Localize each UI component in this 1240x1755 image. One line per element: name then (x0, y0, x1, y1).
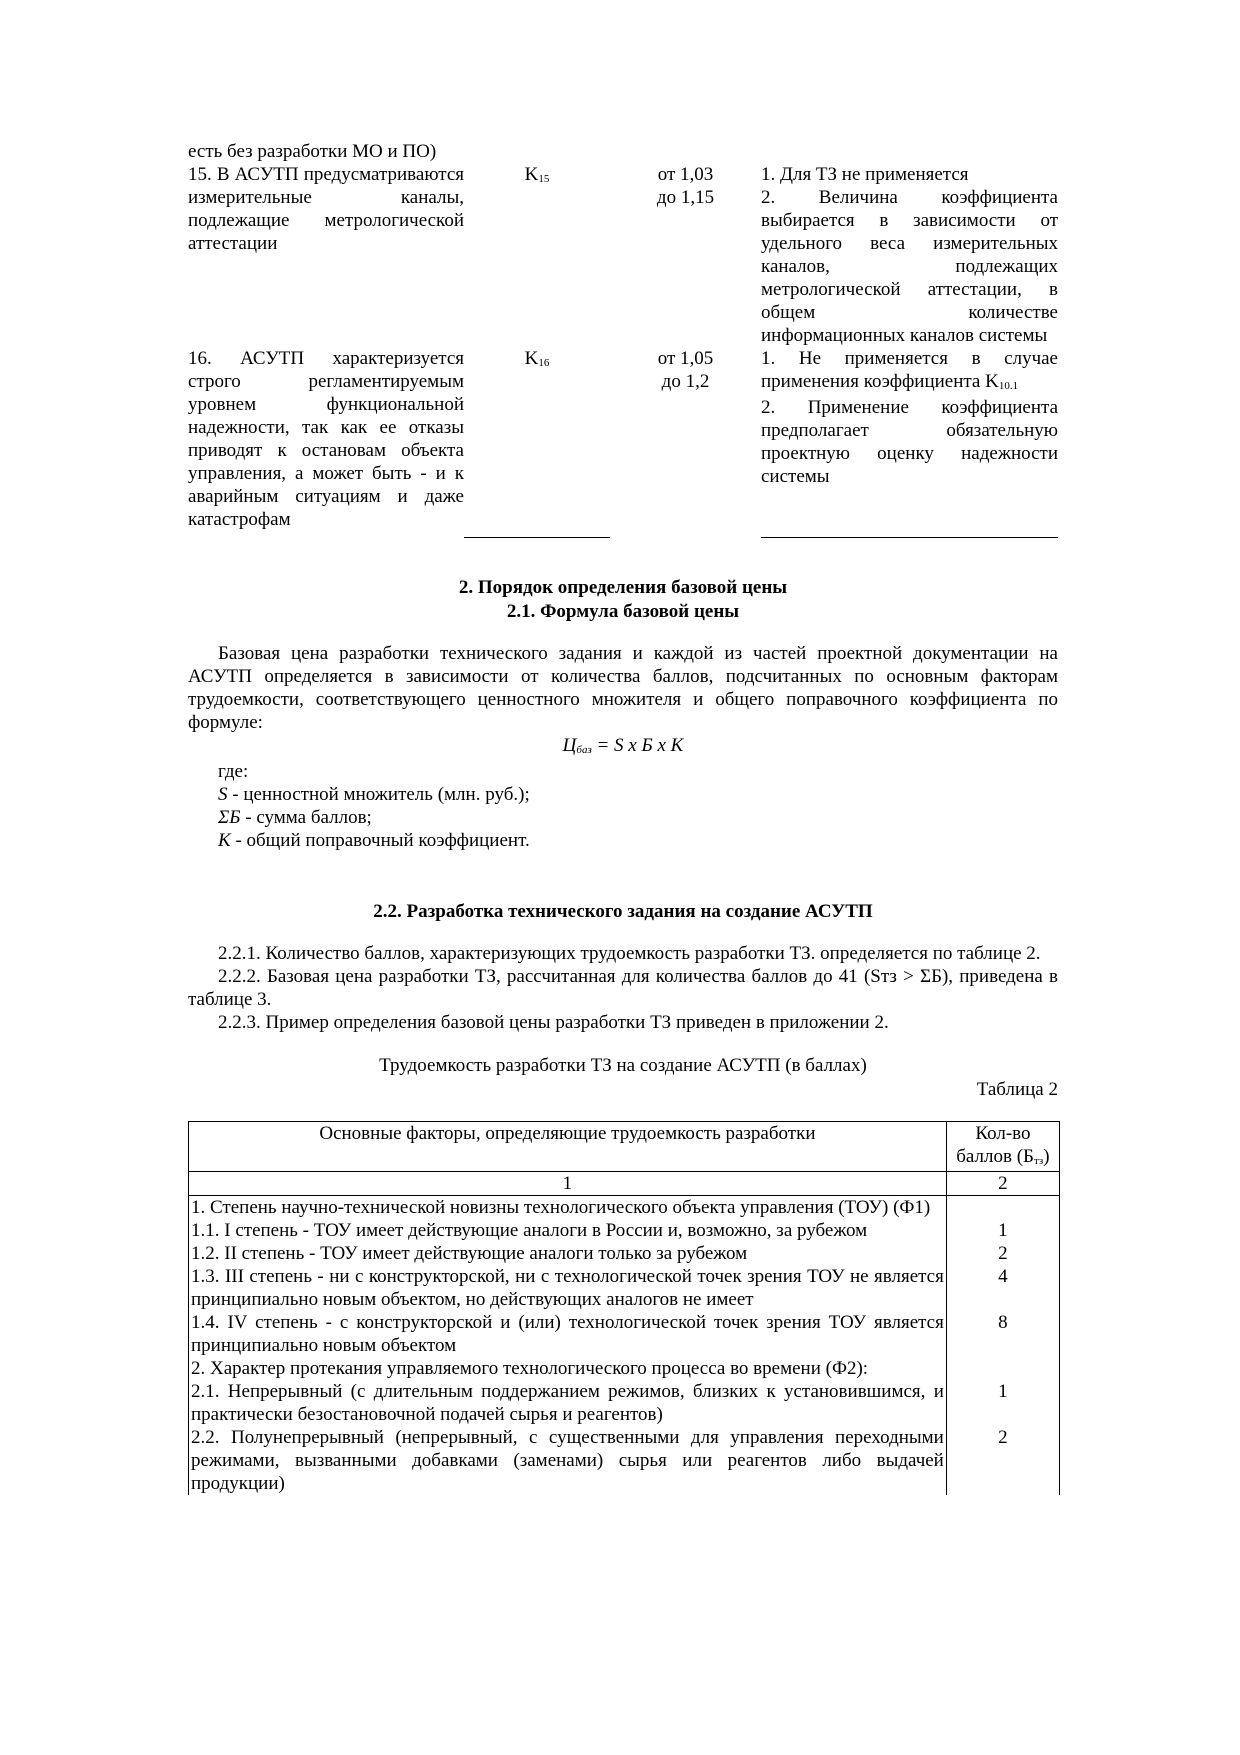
section-heading: 2. Порядок определения базовой цены (458, 577, 788, 598)
table-row: 1.3. III степень - ни с конструкторской, ни с технологической точек зрения ТОУ не является принципиально новым объектом, но действующих аналогов не имеет 4 (189, 1265, 1060, 1311)
table-row (188, 347, 1058, 531)
table-end-rule (464, 531, 610, 538)
table-end-rule (761, 531, 1058, 538)
coefficient-notes: 1. Не применяется в случае применения коэффициента $K_{10.1}$ 2. Применение коэффициента предполагает обязательную проектную оценку надежности системы (761, 348, 1058, 487)
table-row: 2. Характер протекания управляемого технологического процесса во времени (Ф2): (189, 1357, 1060, 1380)
coefficient-symbol: $K_{16}$ (524, 348, 550, 369)
factor-text: 15. В АСУТП предусматриваются измерительные каналы, подлежащие метрологической аттестации (188, 164, 464, 254)
column-header: Кол-во баллов $(Б_{тз})$ (946, 1122, 1059, 1172)
document-page (188, 140, 1058, 1495)
definition: K - общий поправочный коэффициент. (218, 830, 530, 851)
table-row: 1.4. IV степень - с конструкторской и (или) технологической точек зрения ТОУ является принципиально новым объектом 8 (189, 1311, 1060, 1357)
column-header: Основные факторы, определяющие трудоемкость разработки (189, 1122, 947, 1172)
table-label: Таблица 2 (976, 1079, 1058, 1100)
coefficient-range: от 1,03 до 1,15 (656, 164, 715, 208)
coefficients-table-continuation (188, 140, 1058, 538)
paragraph: Базовая цена разработки технического задания и каждой из частей проектной документации на АСУТП определяется в зависимости от количества баллов, подсчитанных по основным факторам трудоемкости, соответствующего ценностного множителя и общего поправочного коэффициента по формуле: (188, 643, 1058, 733)
table-row: 1. Степень научно-технической новизны технологического объекта управления (ТОУ) (Ф1) (189, 1196, 1060, 1220)
table-row: 2.2. Полунепрерывный (непрерывный, с существенными для управления переходными режимами, вызванными добавками (заменами) сырья или реагентов либо выдачей продукции) 2 (189, 1426, 1060, 1495)
paragraph: 2.2.2. Базовая цена разработки ТЗ, рассчитанная для количества баллов до 41 (Sтз > ΣБ), приведена в таблице 3. (188, 966, 1058, 1010)
column-number: 1 (189, 1172, 947, 1196)
table-row: 2.1. Непрерывный (с длительным поддержанием режимов, близких к установившимся, и практически безостановочной подачей сырья и реагентов) 1 (189, 1380, 1060, 1426)
formula: $Ц_{баз} = S$ x Б x K (562, 735, 684, 756)
column-number: 2 (946, 1172, 1059, 1196)
paragraph: 2.2.3. Пример определения базовой цены разработки ТЗ приведен в приложении 2. (218, 1012, 889, 1033)
coefficient-symbol: $K_{15}$ (524, 164, 550, 185)
coefficient-notes: 1. Для ТЗ не применяется 2. Величина коэффициента выбирается в зависимости от удельного веса измерительных каналов, подлежащих метрологической аттестации, в общем количестве информационных каналов системы (761, 164, 1058, 346)
subsection-heading: 2.1. Формула базовой цены (506, 601, 740, 622)
continuation-text: есть без разработки МО и ПО) (188, 141, 437, 162)
table-row: 1.2. II степень - ТОУ имеет действующие аналоги только за рубежом 2 (189, 1242, 1060, 1265)
definition: S - ценностной множитель (млн. руб.); (218, 784, 530, 805)
where-label: где: (218, 761, 249, 782)
table-row: 1.1. I степень - ТОУ имеет действующие аналоги в России и, возможно, за рубежом 1 (189, 1219, 1060, 1242)
factor-text: 16. АСУТП характеризуется строго регламентируемым уровнем функциональной надежности, так как ее отказы приводят к остановам объекта управления, а может быть - и к аварийным ситуациям и даже катастрофам (188, 348, 464, 530)
table-2 (188, 1121, 1060, 1495)
coefficient-range: от 1,05 до 1,2 (657, 348, 714, 392)
definition: ΣБ - сумма баллов; (218, 807, 372, 828)
section-heading: 2.2. Разработка технического задания на создание АСУТП (373, 901, 873, 922)
table-title: Трудоемкость разработки ТЗ на создание АСУТП (в баллах) (379, 1055, 867, 1076)
table-row (188, 163, 1058, 347)
paragraph: 2.2.1. Количество баллов, характеризующих трудоемкость разработки ТЗ. определяется по таблице 2. (218, 943, 1041, 964)
